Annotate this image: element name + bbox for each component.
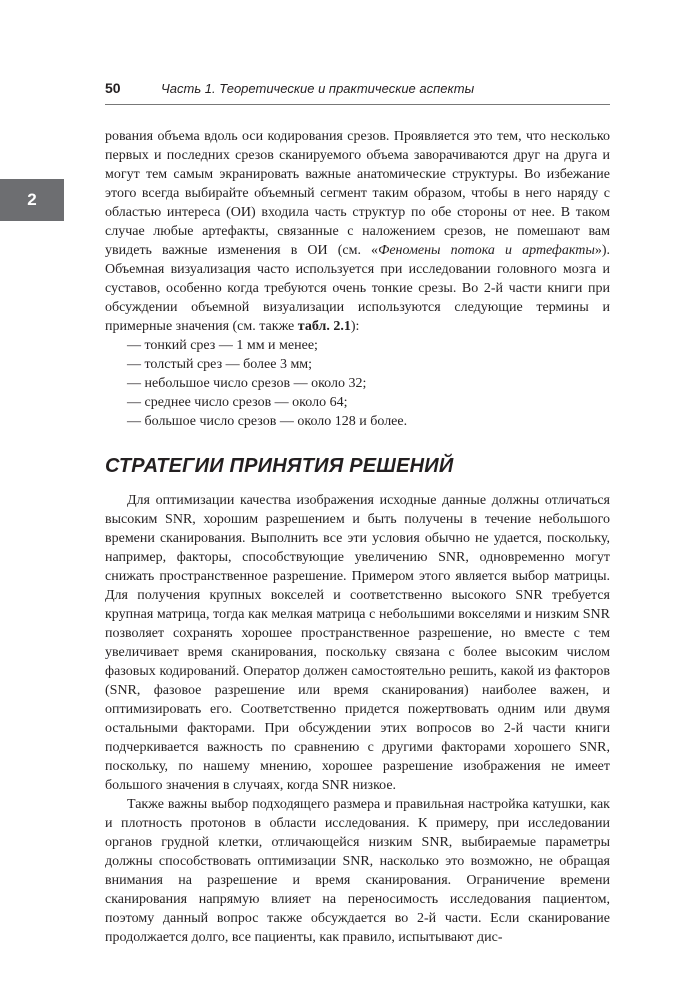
paragraph-coil: Также важны выбор подходящего размера и правильная настройка катушки, как и плотность протонов в области исследования. К примеру, при исследовании органов грудной клетки, отличающейся низким SNR, выбираемые параметры должны способствовать оптимизации SNR, насколько это возможно, не обращая внимания на разрешение и время сканирования. Ограничение времени сканирования напрямую влияет на переносимость исследования пациентом, поэтому данный вопрос также обсуждается во 2-й части. Если сканирование продолжается долго, все пациенты, как правило, испытывают дис- — [105, 797, 610, 945]
list-item: — толстый срез — более 3 мм; — [127, 355, 610, 374]
paragraph-strategy: Для оптимизации качества изображения исходные данные должны отличаться высоким SNR, хорошим разрешением и быть получены в течение небольшого времени сканирования. Выполнить все эти условия обычно не удается, поскольку, например, факторы, способствующие увеличению SNR, одновременно могут снижать пространственное разрешение. Примером этого является выбор матрицы. Для получения крупных вокселей и соответственно высокого SNR требуется крупная матрица, тогда как мелкая матрица с небольшими вокселями и низким SNR позволяет сохранять хорошее пространственное разрешение, но вместе с тем увеличивает время сканирования, поскольку связана с более высоким числом фазовых кодирований. Оператор должен самостоятельно решить, какой из факторов (SNR, фазовое разрешение или время сканирования) наиболее важен, и оптимизировать его. Соответственно придется пожертвовать одним или двумя остальными факторами. При обсуждении этих вопросов во 2-й части книги подчеркивается важность по сравнению с другими факторами хорошего SNR, поскольку, по нашему мнению, хорошее разрешение изображения не имеет большого значения в случаях, когда SNR низкое. — [105, 493, 610, 793]
list-item: — среднее число срезов — около 64; — [127, 393, 610, 412]
running-title: Часть 1. Теоретические и практические аспекты — [161, 81, 475, 96]
page-body — [105, 127, 610, 947]
paragraph1-text-a: рования объема вдоль оси кодирования срезов. Проявляется это тем, что несколько первых и последних срезов сканируемого объема заворачиваются друг на друга и могут тем самым экранировать важные анатомические структуры. Во избежание этого всегда выбирайте объемный сегмент таким образом, чтобы в него наряду с областью интереса (ОИ) входила часть структур по обе стороны от нее. В таком случае любые артефакты, связанные с наложением срезов, не помешают вам увидеть важные изменения в ОИ (см. « — [105, 129, 610, 258]
paragraph1-text-c: ): — [350, 319, 360, 334]
page-header — [105, 80, 474, 96]
list-item: — тонкий срез — 1 мм и менее; — [127, 336, 610, 355]
terms-list — [105, 336, 610, 431]
header-divider — [105, 104, 610, 105]
page-number: 50 — [105, 80, 121, 96]
chapter-tab: 2 — [0, 179, 64, 221]
list-item: — небольшое число срезов — около 32; — [127, 374, 610, 393]
italic-cross-reference: Феномены потока и артефакты — [378, 243, 595, 258]
section-heading: СТРАТЕГИИ ПРИНЯТИЯ РЕШЕНИЙ — [105, 455, 454, 477]
table-reference: табл. 2.1 — [297, 319, 351, 334]
list-item: — большое число срезов — около 128 и более. — [127, 412, 610, 431]
paragraph-continued — [105, 127, 610, 336]
paragraph1-text-b: »). Объемная визуализация часто используется при исследовании головного мозга и суставов, особенно когда требуются очень тонкие срезы. Во 2-й части книги при обсуждении объемной визуализации используются следующие термины и примерные значения (см. также — [105, 243, 610, 334]
